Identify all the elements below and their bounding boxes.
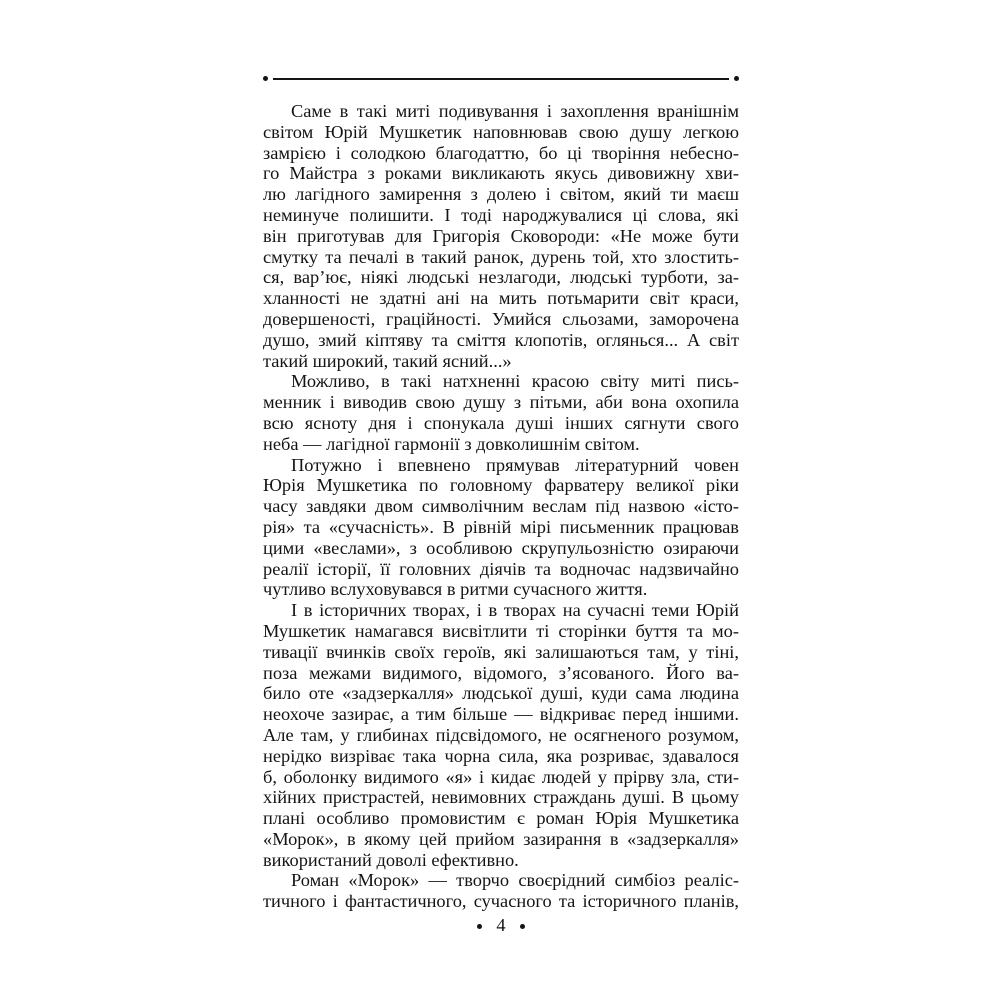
text-line: Потужно і впевнено прямував літературний човен [291, 454, 739, 475]
body-text [263, 101, 739, 912]
text-line: Саме в такі миті подивування і захоплення вранішнім [291, 101, 739, 121]
text-line: ся, вар’ює, ніякі людські незлагоди, людські турботи, за- [263, 267, 739, 288]
book-page [263, 68, 739, 948]
text-line: такий широкий, такий ясний...» [263, 350, 512, 371]
paragraph [263, 600, 739, 870]
text-line: часу завдяки двом символічним веслам під назвою «істо- [263, 496, 739, 517]
text-line: го Майстра з роками викликають якусь дивовижну хви- [263, 163, 739, 184]
text-line: душо, змий кіптяву та сміття клопотів, оглянься... А світ [263, 329, 739, 350]
text-line: неохоче зазирає, а тим більше — відкриває перед іншими. [263, 704, 739, 725]
text-line: реалії історії, її головних діячів та водночас надзвичайно [263, 558, 739, 579]
text-line: смутку та печалі в такий ранок, дурень той, хто злостить- [263, 246, 739, 267]
text-line: Юрія Мушкетика по головному фарватеру великої ріки [263, 475, 739, 496]
text-line: лю лагідного замирення з долею і світом, який ти маєш [263, 184, 739, 205]
paragraph [263, 101, 739, 371]
paragraph [263, 371, 739, 454]
text-line: Але там, у глибинах підсвідомого, не осягненого розумом, [263, 724, 739, 745]
text-line: нерідко визріває така чорна сила, яка розриває, здавалося [263, 745, 739, 766]
text-line: Роман «Морок» — творчо своєрідний симбіоз реаліс- [291, 870, 739, 891]
footer-bullet-right [520, 924, 525, 929]
text-line: поза межами видимого, відомого, з’ясованого. Його ва- [263, 662, 739, 683]
text-line: б, оболонку видимого «я» і кидає людей у прірву зла, сти- [263, 766, 739, 787]
text-line: він приготував для Григорія Сковороди: «Не може бути [263, 225, 739, 246]
header-rule [263, 74, 739, 84]
footer-bullet-left [477, 924, 482, 929]
text-line: рія» та «сучасність». В рівній мірі письменник працював [263, 516, 739, 537]
text-line: чутливо вслуховувався в ритми сучасного життя. [263, 579, 648, 600]
text-line: хланності не здатні ані на мить потьмарити світ краси, [263, 288, 739, 309]
text-line: хійних пристрастей, невимовних страждань душі. В цьому [263, 787, 739, 808]
page-footer [263, 914, 739, 936]
text-line: било оте «задзеркалля» людської душі, куди сама людина [263, 683, 739, 704]
text-line: цими «веслами», з особливою скрупульозністю озираючи [263, 537, 739, 558]
header-dot-right [734, 76, 739, 81]
text-line: тивації вчинків своїх героїв, які залишаються там, у тіні, [263, 641, 739, 662]
text-line: довершеності, граційності. Умийся сльозами, заморочена [263, 308, 739, 329]
paragraph [263, 870, 739, 912]
text-line: тичного і фантастичного, сучасного та історичного планів, [263, 891, 739, 912]
header-dot-left [263, 76, 268, 81]
text-line: менник і виводив свою душу з пітьми, аби вона охопила [263, 392, 739, 413]
page-number: 4 [496, 915, 506, 935]
text-line: Можливо, в такі натхненні красою світу миті пись- [291, 371, 739, 392]
text-line: неминуче полишити. І тоді народжувалися ці слова, які [263, 204, 739, 225]
text-line: І в історичних творах, і в творах на сучасні теми Юрій [291, 600, 739, 621]
text-line: плані особливо промовистим є роман Юрія Мушкетика [263, 808, 739, 829]
text-line: «Морок», в якому цей прийом зазирання в «задзеркалля» [263, 828, 739, 849]
text-line: Мушкетик намагався висвітлити ті сторінки буття та мо- [263, 620, 739, 641]
paragraph [263, 455, 739, 601]
text-line: використаний доволі ефективно. [263, 849, 519, 870]
text-line: замрією і солодкою благодаттю, бо ці творіння небесно- [263, 142, 739, 163]
text-line: світом Юрій Мушкетик наповнював свою душу легкою [263, 121, 739, 142]
text-line: неба — лагідної гармонії з довколишнім світом. [263, 433, 640, 454]
text-line: всю ясноту дня і спонукала душі інших сягнути свого [263, 412, 739, 433]
header-line [273, 78, 729, 80]
